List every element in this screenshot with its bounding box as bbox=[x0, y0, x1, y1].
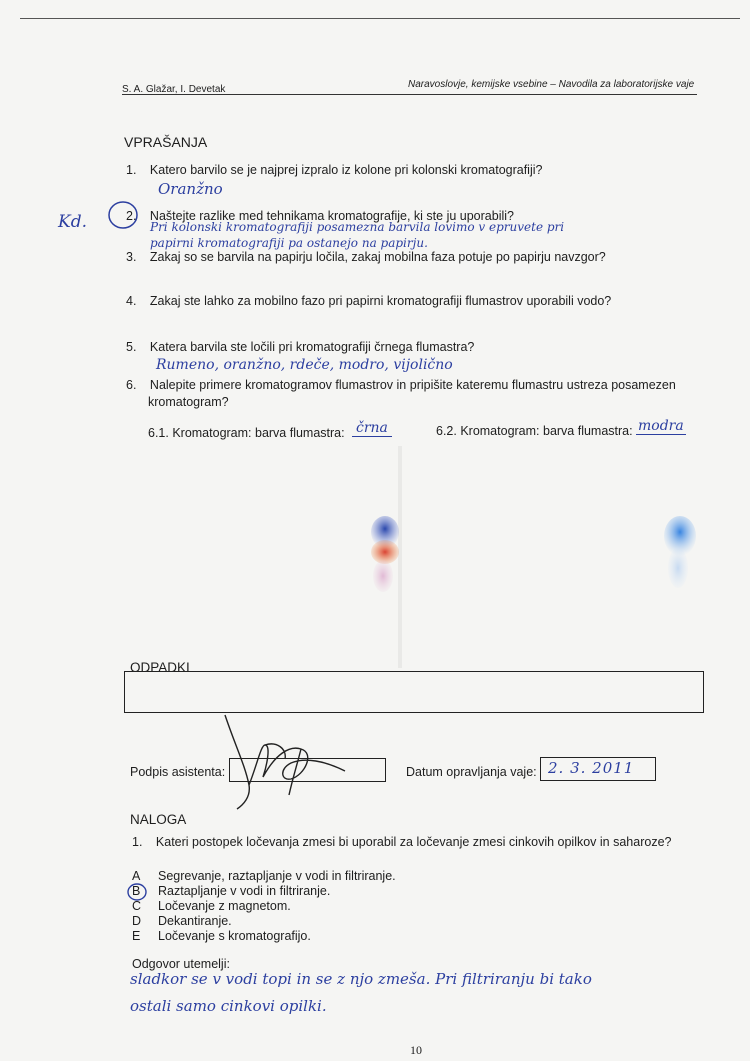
signature-scribble-icon bbox=[205, 705, 355, 815]
chromatogram-1-answer: črna bbox=[352, 420, 392, 437]
question-number: 6. bbox=[126, 378, 137, 392]
date-value: 2. 3. 2011 bbox=[548, 759, 635, 777]
option-letter: A bbox=[132, 869, 141, 883]
justify-label: Odgovor utemelji: bbox=[132, 957, 230, 971]
answer-5: Rumeno, oranžno, rdeče, modro, vijolično bbox=[156, 357, 453, 373]
option-e[interactable] bbox=[132, 929, 311, 944]
option-text: Dekantiranje. bbox=[158, 914, 232, 928]
question-1 bbox=[126, 163, 542, 178]
header-title: Naravoslovje, kemijske vsebine – Navodila za laboratorijske vaje bbox=[408, 79, 695, 90]
question-3 bbox=[126, 250, 606, 265]
question-number: 4. bbox=[126, 294, 137, 308]
question-number: 2. bbox=[126, 209, 137, 223]
option-letter: C bbox=[132, 899, 142, 913]
question-number: 3. bbox=[126, 250, 137, 264]
question-text: Nalepite primere kromatogramov flumastrov in pripišite kateremu flumastru ustreza posamezen bbox=[149, 378, 676, 392]
question-text: Naštejte razlike med tehnikama kromatografije, ki ste ju uporabili? bbox=[149, 209, 514, 223]
question-4 bbox=[126, 294, 611, 309]
question-number: 1. bbox=[132, 835, 143, 849]
signature-label: Podpis asistenta: bbox=[130, 765, 226, 779]
question-number: 5. bbox=[126, 340, 137, 354]
option-letter: E bbox=[132, 929, 141, 943]
question-text: Zakaj ste lahko za mobilno fazo pri papirni kromatografiji flumastrov uporabili vodo? bbox=[149, 294, 612, 308]
chromatogram-blue-image bbox=[650, 506, 698, 596]
option-text: Ločevanje z magnetom. bbox=[158, 899, 291, 913]
header-authors: S. A. Glažar, I. Devetak bbox=[122, 84, 226, 95]
task-title: NALOGA bbox=[130, 812, 187, 827]
answer-2-line-2: papirni kromatografiji pa ostanejo na papirju. bbox=[150, 236, 428, 250]
section-title: VPRAŠANJA bbox=[124, 134, 208, 150]
option-letter: B bbox=[132, 884, 141, 898]
question-6 bbox=[126, 378, 676, 393]
answer-2-line-1: Pri kolonski kromatografiji posamezna barvila lovimo v epruvete pri bbox=[150, 220, 565, 234]
option-text: Raztapljanje v vodi in filtriranje. bbox=[158, 884, 331, 898]
question-text: Katera barvila ste ločili pri kromatografiji črnega flumastra? bbox=[149, 340, 475, 354]
waste-title: ODPADKI bbox=[130, 660, 190, 675]
chromatogram-black-image bbox=[355, 500, 405, 600]
chromatogram-1-label: 6.1. Kromatogram: barva flumastra: bbox=[148, 426, 345, 440]
answer-1: Oranžno bbox=[158, 180, 223, 198]
option-a[interactable] bbox=[132, 869, 396, 884]
chromatogram-2-answer: modra bbox=[638, 418, 684, 434]
option-b[interactable] bbox=[132, 884, 330, 899]
chromatogram-2-label: 6.2. Kromatogram: barva flumastra: bbox=[436, 424, 633, 438]
option-text: Segrevanje, raztapljanje v vodi in filtriranje. bbox=[158, 869, 396, 883]
question-text: Zakaj so se barvila na papirju ločila, zakaj mobilna faza potuje po papirju navzgor? bbox=[149, 250, 606, 264]
margin-note: Kd. bbox=[58, 212, 87, 232]
question-text: Katero barvilo se je najprej izpralo iz kolone pri kolonski kromatografiji? bbox=[149, 163, 543, 177]
option-text: Ločevanje s kromatografijo. bbox=[158, 929, 311, 943]
question-number: 1. bbox=[126, 163, 137, 177]
task-question bbox=[132, 835, 671, 850]
justify-line-1: sladkor se v vodi topi in se z njo zmeša. Pri filtriranju bi tako bbox=[130, 970, 592, 988]
option-letter: D bbox=[132, 914, 142, 928]
question-text: Kateri postopek ločevanja zmesi bi uporabil za ločevanje zmesi cinkovih opilkov in saharoze? bbox=[155, 835, 672, 849]
question-6-line-2: kromatogram? bbox=[148, 395, 229, 409]
question-5 bbox=[126, 340, 474, 355]
page-number: 10 bbox=[410, 1043, 422, 1057]
justify-line-2: ostali samo cinkovi opilki. bbox=[130, 997, 327, 1015]
option-c[interactable] bbox=[132, 899, 291, 914]
option-d[interactable] bbox=[132, 914, 232, 929]
date-label: Datum opravljanja vaje: bbox=[406, 765, 537, 779]
